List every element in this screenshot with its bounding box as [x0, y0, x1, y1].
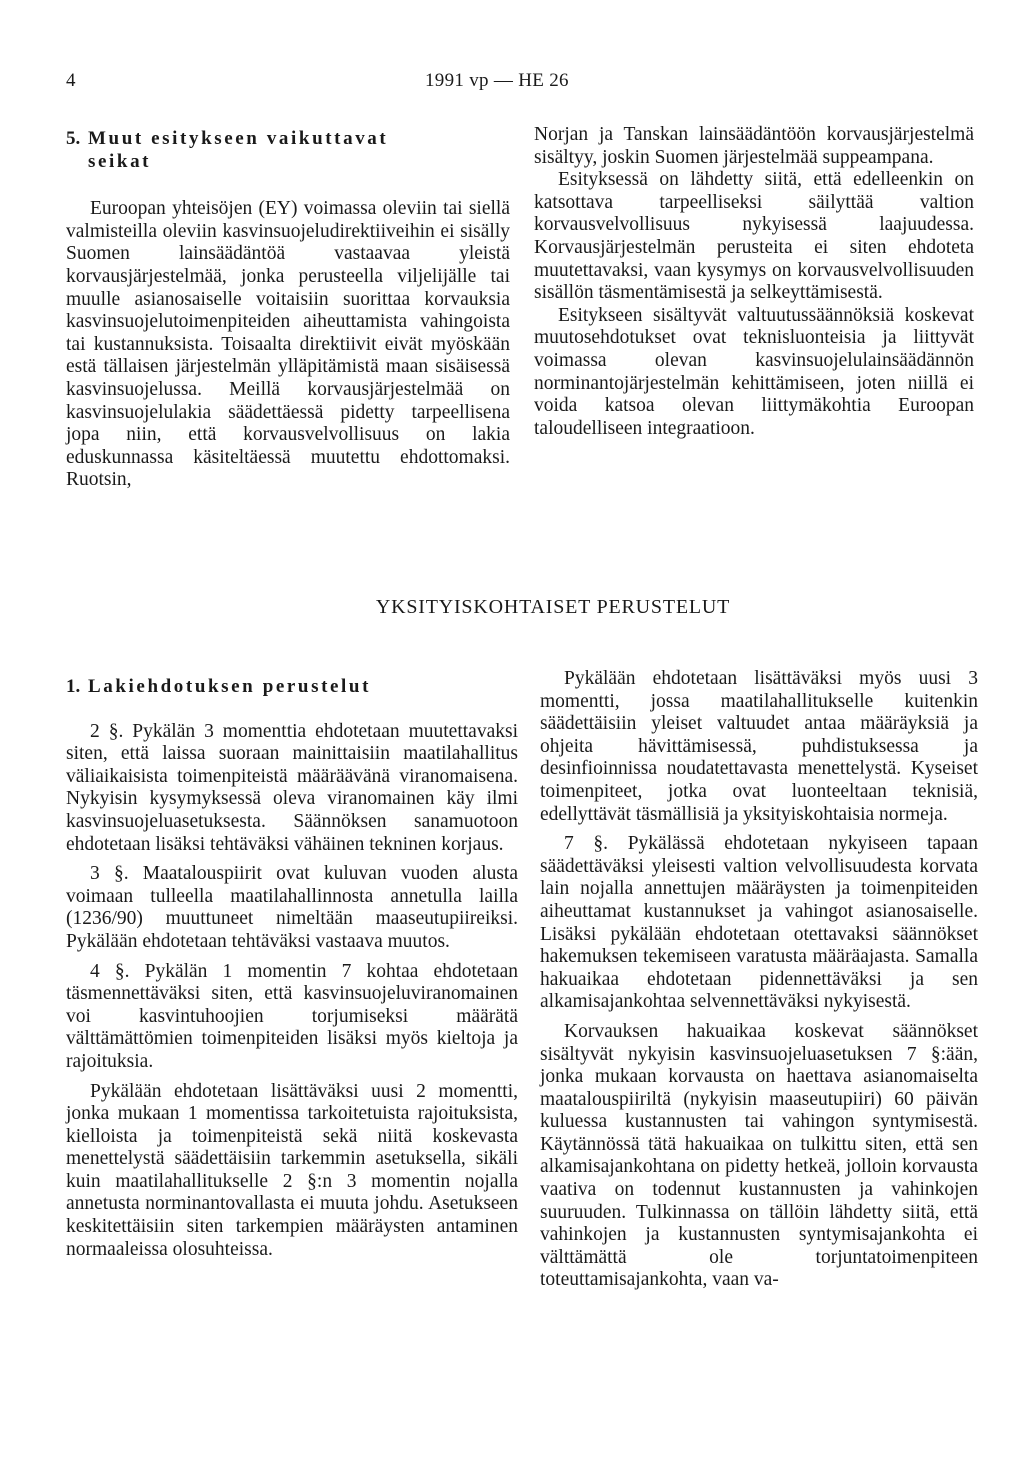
paragraph-7-section: 7 §. Pykälässä ehdotetaan nykyiseen tapaan säädettäväksi yleisesti valtion velvollisuudesta korvata lain nojalla annettujen määräysten ja toimenpiteiden aiheuttamat kustannukset ja vahingot asianosaiselle. Lisäksi pykälään ehdotetaan otettavaksi säännökset hakemuksen tekemiseen varatusta määräajasta. Samalla hakuaikaa ehdotetaan pidennettäväksi ja sen alkamisajankohtaa selvennettäväksi nykyisestä. [540, 833, 978, 1013]
bottom-right-column [540, 668, 978, 1292]
bottom-left-column [66, 676, 518, 1261]
paragraph: Pykälään ehdotetaan lisättäväksi uusi 2 momentti, jonka mukaan 1 momentissa tarkoitetuista rajoituksista, kielloista ja toimenpiteistä sekä niitä koskevasta menettelystä säädettäisiin tarkemmin asetuksella, sikäli kuin maatilahallitukselle 2 §:n 3 momentin nojalla annetusta norminantovallasta ei muuta johdu. Asetukseen keskitettäisiin siten tarkempien määräysten antaminen normaaleissa olosuhteissa. [66, 1080, 518, 1260]
paragraph-3-section: 3 §. Maatalouspiirit ovat kuluvan vuoden alusta voimaan tulleella maatilahallinnosta annetulla lailla (1236/90) muuttuneet nimeltään maaseutupiireiksi. Pykälään ehdotetaan tehtäväksi vastaava muutos. [66, 863, 518, 952]
running-header: 1991 vp — HE 26 [425, 70, 569, 91]
section-title: Muut esitykseen vaikuttavat seikat [88, 128, 389, 172]
section-title: Lakiehdotuksen perustelut [88, 676, 372, 697]
section-heading-1 [66, 676, 518, 699]
paragraph: Esityksessä on lähdetty siitä, että edelleenkin on katsottava tarpeelliseksi säilyttää valtion korvausvelvollisuus nykyisessä laajuudessa. Korvausjärjestelmän perusteita ei siten ehdoteta muutettavaksi, vaan kysymys on korvausvelvollisuuden sisällön täsmentämisestä ja selkeyttämisestä. [534, 169, 974, 304]
paragraph-4-section: 4 §. Pykälän 1 momentin 7 kohtaa ehdotetaan täsmennettäväksi siten, että kasvinsuojeluviranomainen voi kasvintuhoojien torjumiseksi määrätä välttämättömien toimenpiteiden lisäksi myös kieltoja ja rajoituksia. [66, 960, 518, 1072]
section-number: 5. [66, 128, 81, 149]
page-number: 4 [66, 70, 76, 91]
paragraph: Norjan ja Tanskan lainsäädäntöön korvausjärjestelmä sisältyy, joskin Suomen järjestelmää suppeampana. [534, 124, 974, 168]
paragraph-2-section: 2 §. Pykälän 3 momenttia ehdotetaan muutettavaksi siten, että laissa suoraan mainittaisiin maatilahallitus väliaikaisista toimenpiteistä määräävänä viranomaisena. Nykyisin kysymyksessä oleva viranomainen käy ilmi kasvinsuojeluasetuksesta. Säännöksen sanamuotoon ehdotetaan lisäksi tehtäväksi vähäinen tekninen korjaus. [66, 720, 518, 855]
section-heading-5 [66, 128, 510, 173]
paragraph: Korvauksen hakuaikaa koskevat säännökset sisältyvät nykyisin kasvinsuojeluasetuksen 7 §:ään, jonka mukaan korvausta on haettava asianomaiselta maatalouspiiriltä (nykyisin maaseutupiiri) 60 päivän kuluessa kustannusten tai vahingon syntymisestä. Käytännössä tätä hakuaikaa on tulkittu siten, että sen alkamisajankohtana on pidetty hetkeä, jolloin korvausta vaativa on todennut kustannusten ja vahinkojen suuruuden. Tulkinnassa on tällöin lähdetty siitä, että vahinkojen ja kustannusten syntymisajankohta ei välttämättä ole torjuntatoimenpiteen toteuttamisajankohta, vaan va- [540, 1020, 978, 1291]
paragraph: Esitykseen sisältyvät valtuutussäännöksiä koskevat muutosehdotukset ovat teknisluonteisia ja liittyvät voimassa olevan kasvinsuojelulainsäädännön norminantojärjestelmän kehittämiseen, joten niillä ei voida katsoa olevan liittymäkohtia Euroopan taloudelliseen integraatioon. [534, 304, 974, 439]
section-number: 1. [66, 676, 81, 697]
main-heading: YKSITYISKOHTAISET PERUSTELUT [375, 596, 731, 618]
top-right-column [534, 124, 974, 440]
paragraph: Euroopan yhteisöjen (EY) voimassa oleviin tai siellä valmisteilla oleviin kasvinsuojeludirektiiveihin ei sisälly Suomen lainsäädäntöä vastaavaa yleistä korvausjärjestelmää, jonka perusteella viljelijälle tai muulle asianosaiselle voitaisiin suorittaa korvauksia kasvinsuojelutoimenpiteiden aiheuttamista vahingoista tai kustannuksista. Toisaalta direktiivit eivät myöskään estä tällaisen järjestelmän ylläpitämistä maan sisäisessä kasvinsuojelussa. Meillä korvausjärjestelmää on kasvinsuojelulakia säädettäessä pidetty tarpeellisena jopa niin, että korvausvelvollisuus on lakia eduskunnassa käsiteltäessä muutettu ehdottomaksi. Ruotsin, [66, 198, 510, 491]
paragraph: Pykälään ehdotetaan lisättäväksi myös uusi 3 momentti, jossa maatilahallitukselle kuitenkin säädettäisiin yleiset valtuudet antaa määräyksiä ja ohjeita hävittämisessä, puhdistuksessa ja desinfioinnissa noudatettavasta menettelystä. Kyseiset toimenpiteet, jotka ovat luonteeltaan teknisiä, edellyttävät täsmällisiä ja yksityiskohtaisia normeja. [540, 668, 978, 825]
top-left-column [66, 128, 510, 492]
